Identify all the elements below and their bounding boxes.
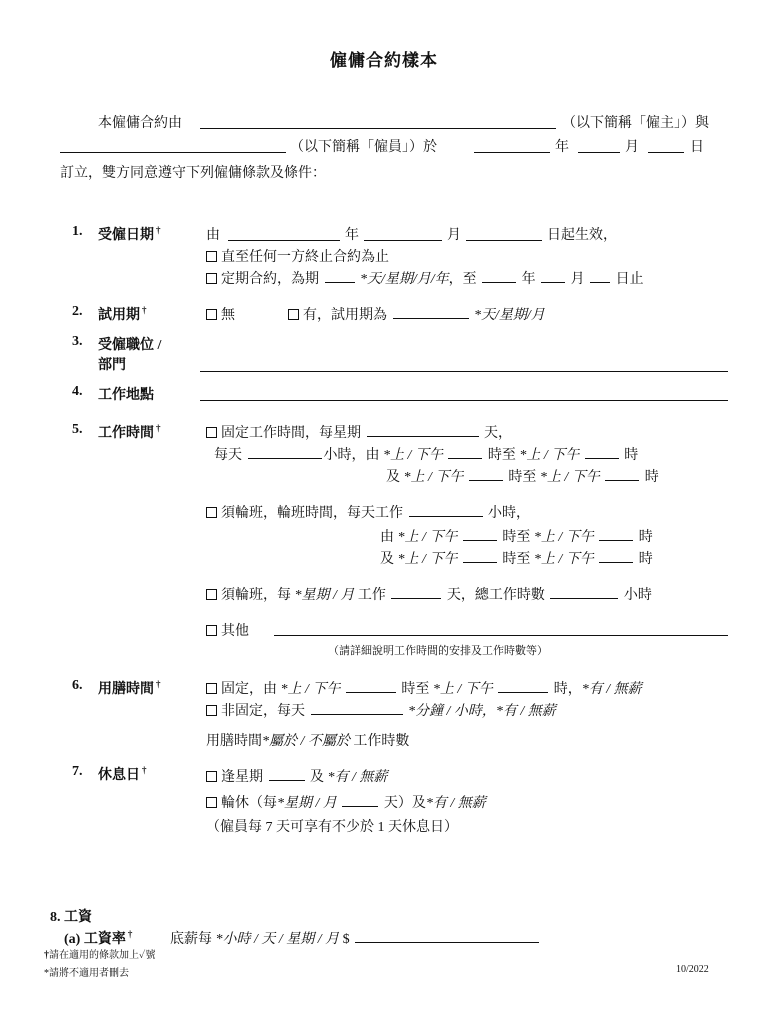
checkbox-meal-fixed[interactable] [206,683,217,694]
year-label: 年 [555,140,569,155]
start-day-field[interactable] [466,240,542,241]
shift-line1: 由 *上 / 下午 時至 *上 / 下午 時 [380,526,653,546]
meal-nonfixed-option: 非固定，每天 *分鐘 / 小時，*有 / 無薪 [206,700,556,720]
section1-number: 1. [72,224,83,239]
start-month-field[interactable] [364,240,442,241]
checkbox-shift[interactable] [206,507,217,518]
section3-number: 3. [72,334,83,349]
dagger-mark: † [142,305,147,316]
end-year-field[interactable] [482,269,516,283]
month-label: 月 [625,140,639,155]
section8-heading: 8. 工資 [50,910,92,925]
other-hours-field[interactable] [274,635,728,636]
checkbox-probation-none[interactable] [206,309,217,320]
shift-end-field[interactable] [599,527,633,541]
end-day-field[interactable] [590,269,610,283]
rotation-days-field[interactable] [391,585,441,599]
option-indefinite: 直至任何一方終止合約為止 [206,246,389,266]
rest-day-rotation-option: 輪休（每*星期 / 月 天）及*有 / 無薪 [206,792,486,812]
year-label: 年 [345,228,359,243]
effective-label: 日起生效， [547,228,617,243]
meal-duration-field[interactable] [311,701,403,715]
shift-end-field-2[interactable] [599,549,633,563]
shift-line2: 及 *上 / 下午 時至 *上 / 下午 時 [380,548,653,568]
section4-number: 4. [72,384,83,399]
section2-number: 2. [72,304,83,319]
meal-note: 用膳時間*屬於 / 不屬於 工作時數 [206,734,410,749]
section1-label: 受僱日期 † [98,225,161,243]
option-fixed-term: 定期合約，為期 *天/星期/月/年，至 年 月 日止 [206,268,644,288]
meal-fixed-option: 固定，由 *上 / 下午 時至 *上 / 下午 時，*有 / 無薪 [206,678,642,698]
meal-start-field[interactable] [346,679,396,693]
base-salary-field[interactable] [355,929,539,943]
rest-day-weekly-option: 逢星期 及 *有 / 無薪 [206,766,387,786]
month-label: 月 [447,228,461,243]
section4-label: 工作地點 [98,388,154,403]
section5-label: 工作時間 † [98,423,161,441]
intro-line1-prefix: 本僱傭合約由 [98,116,182,131]
checkbox-meal-nonfixed[interactable] [206,705,217,716]
section8a-label: (a) 工資率 † [64,929,133,947]
daily-hours-line2: 及 *上 / 下午 時至 *上 / 下午 時 [386,466,659,486]
total-hours-field[interactable] [550,585,618,599]
start-year-field[interactable] [228,240,340,241]
footnote-delete: *請將不適用者刪去 [44,968,129,979]
rotation-option: 須輪班，每 *星期 / 月 工作 天，總工作時數 小時 [206,584,652,604]
employee-name-field[interactable] [60,152,286,153]
start-hour-field-2[interactable] [469,467,503,481]
section3-label1: 受僱職位 / [98,338,162,353]
days-per-week-field[interactable] [367,423,479,437]
sign-day-field[interactable] [648,152,684,153]
page-title: 僱傭合約樣本 [330,51,438,70]
from-label: 由 [206,228,220,243]
dagger-mark: † [156,225,161,236]
section6-number: 6. [72,678,83,693]
end-hour-field[interactable] [585,445,619,459]
meal-end-field[interactable] [498,679,548,693]
base-salary-line: 底薪每 *小時 / 天 / 星期 / 月 $ [170,928,541,948]
intro-line2-mid: （以下簡稱「僱員」）於 [290,140,437,155]
shift-start-field-2[interactable] [463,549,497,563]
start-hour-field[interactable] [448,445,482,459]
day-label: 日 [690,140,704,155]
dagger-mark: † [127,929,133,940]
footnote-tick: †請在適用的條款加上✓號 [44,950,156,961]
checkbox-indefinite[interactable] [206,251,217,262]
checkbox-rotation[interactable] [206,589,217,600]
checkbox-probation-yes[interactable] [288,309,299,320]
fixed-hours-option: 固定工作時間，每星期 天， [206,422,512,442]
other-hours-option: 其他 [206,620,249,640]
probation-none-option: 無 [206,304,235,324]
shift-hours-field[interactable] [409,503,483,517]
rest-day-note: （僱員每 7 天可享有不少於 1 天休息日） [206,820,458,835]
employer-name-field[interactable] [200,128,556,129]
dagger-mark: † [156,679,161,690]
sign-year-field[interactable] [474,152,550,153]
section2-label: 試用期 † [98,305,147,323]
checkbox-other-hours[interactable] [206,625,217,636]
rest-weekday-field[interactable] [269,767,305,781]
version-date: 10/2022 [676,964,709,975]
checkbox-fixed-hours[interactable] [206,427,217,438]
section5-number: 5. [72,422,83,437]
hours-per-day-field[interactable] [248,445,322,459]
intro-line1-suffix: （以下簡稱「僱主」）與 [562,116,709,131]
position-field[interactable] [200,371,728,372]
section7-number: 7. [72,764,83,779]
probation-yes-option: 有，試用期為 *天/星期/月 [288,304,545,324]
daily-hours-line: 每天 小時，由 *上 / 下午 時至 *上 / 下午 時 [214,444,638,464]
intro-line3: 訂立，雙方同意遵守下列僱傭條款及條件： [60,166,326,181]
end-hour-field-2[interactable] [605,467,639,481]
checkbox-rest-weekly[interactable] [206,771,217,782]
dagger-mark: † [44,950,49,961]
other-hours-note: （請詳細說明工作時間的安排及工作時數等） [328,645,548,657]
end-month-field[interactable] [541,269,565,283]
shift-option: 須輪班，輪班時間，每天工作 小時， [206,502,530,522]
shift-start-field[interactable] [463,527,497,541]
rest-days-field[interactable] [342,793,378,807]
checkbox-fixed-term[interactable] [206,273,217,284]
section7-label: 休息日 † [98,765,147,783]
dagger-mark: † [142,765,147,776]
work-location-field[interactable] [200,400,728,401]
term-length-field[interactable] [325,269,355,283]
checkbox-rest-rotation[interactable] [206,797,217,808]
section6-label: 用膳時間 † [98,679,161,697]
section3-label2: 部門 [98,358,126,373]
probation-length-field[interactable] [393,305,469,319]
sign-month-field[interactable] [578,152,620,153]
dagger-mark: † [156,423,161,434]
